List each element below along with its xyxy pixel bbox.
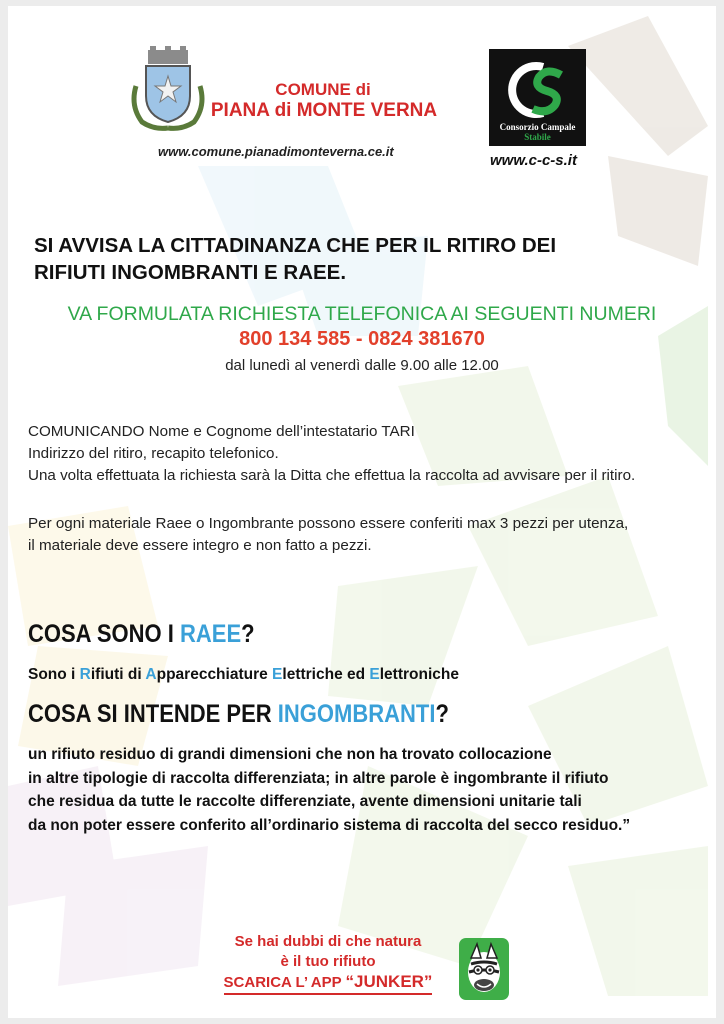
raee-def-text: ifiuti di — [90, 666, 146, 683]
raee-heading-prefix: COSA SONO I — [28, 620, 180, 648]
definition-line: da non poter essere conferito all’ordinario sistema di raccolta del secco residuo.” — [28, 816, 631, 834]
instruction-line: il materiale deve essere integro e non fatto a pezzi. — [28, 537, 372, 554]
app-download-link[interactable] — [224, 972, 433, 995]
phone-numbers: 800 134 585 - 0824 381670 — [239, 328, 485, 350]
comune-title: COMUNE di — [275, 80, 371, 99]
raee-def-text: Sono i — [28, 666, 80, 683]
definition-line: in altre tipologie di raccolta differenziata; in altre parole è ingombrante il rifiuto — [28, 769, 609, 787]
instruction-line: Una volta effettuata la richiesta sarà la Ditta che effettua la raccolta ad avvisare per il ritiro. — [28, 467, 636, 484]
phone-request-text: VA FORMULATA RICHIESTA TELEFONICA AI SEGUENTI NUMERI — [67, 303, 657, 325]
office-hours: dal lunedì al venerdì dalle 9.00 alle 12.00 — [225, 357, 499, 374]
zebra-face-graphic — [459, 938, 509, 1000]
ingombranti-heading — [28, 700, 449, 729]
instruction-line: Per ogni materiale Raee o Ingombrante possono essere conferiti max 3 pezzi per utenza, — [28, 515, 629, 532]
junker-zebra-icon[interactable] — [459, 938, 509, 1000]
raee-heading — [28, 620, 255, 649]
raee-def-initial: A — [145, 666, 157, 683]
municipal-crest-icon — [128, 46, 208, 132]
instructions-block — [28, 421, 716, 487]
ccs-logo-icon — [489, 49, 586, 146]
notice-sheet — [8, 6, 716, 1018]
raee-def-initial: E — [272, 666, 283, 683]
raee-def-initial: E — [369, 666, 380, 683]
definition-line: un rifiuto residuo di grandi dimensioni che non ha trovato collocazione — [28, 746, 552, 763]
ccs-caption — [489, 122, 586, 142]
app-name: “JUNKER” — [345, 972, 433, 991]
notice-headline — [34, 232, 674, 286]
raee-def-text: lettriche ed — [282, 666, 370, 683]
raee-def-text: pparecchiature — [156, 666, 273, 683]
app-promo-line2: è il tuo rifiuto — [280, 953, 376, 970]
ingombranti-heading-prefix: COSA SI INTENDE PER — [28, 700, 278, 728]
raee-heading-suffix: ? — [241, 620, 255, 648]
comune-website-link[interactable]: www.comune.pianadimonteverna.ce.it — [158, 144, 394, 159]
app-promo-line1: Se hai dubbi di che natura — [234, 933, 422, 950]
ingombranti-definition — [28, 743, 708, 837]
app-prefix: SCARICA L’ APP — [223, 974, 342, 991]
ingombranti-heading-suffix: ? — [435, 700, 449, 728]
headline-line2: RIFIUTI INGOMBRANTI E RAEE. — [34, 261, 347, 284]
headline-line1: SI AVVISA LA CITTADINANZA CHE PER IL RITIRO DEI — [34, 234, 557, 257]
raee-def-initial: R — [79, 666, 91, 683]
raee-heading-accent: RAEE — [179, 620, 242, 648]
definition-line: che residua da tutte le raccolte differenziate, avente dimensioni unitarie tali — [28, 793, 582, 810]
ccs-caption-part2: Stabile — [524, 132, 551, 142]
instruction-line: Indirizzo del ritiro, recapito telefonico. — [28, 445, 279, 462]
ccs-caption-part1: Consorzio Campale — [499, 122, 576, 132]
ccs-logo-mark — [503, 55, 573, 125]
comune-name: PIANA di MONTE VERNA — [210, 100, 438, 121]
ingombranti-heading-accent: INGOMBRANTI — [277, 700, 436, 728]
raee-def-text: lettroniche — [379, 666, 459, 683]
ccs-website-link[interactable]: www.c-c-s.it — [490, 152, 577, 169]
limits-block — [28, 513, 716, 557]
raee-definition — [28, 666, 459, 684]
app-promo — [198, 932, 458, 995]
instruction-line: COMUNICANDO Nome e Cognome dell’intestatario TARI — [28, 423, 415, 440]
